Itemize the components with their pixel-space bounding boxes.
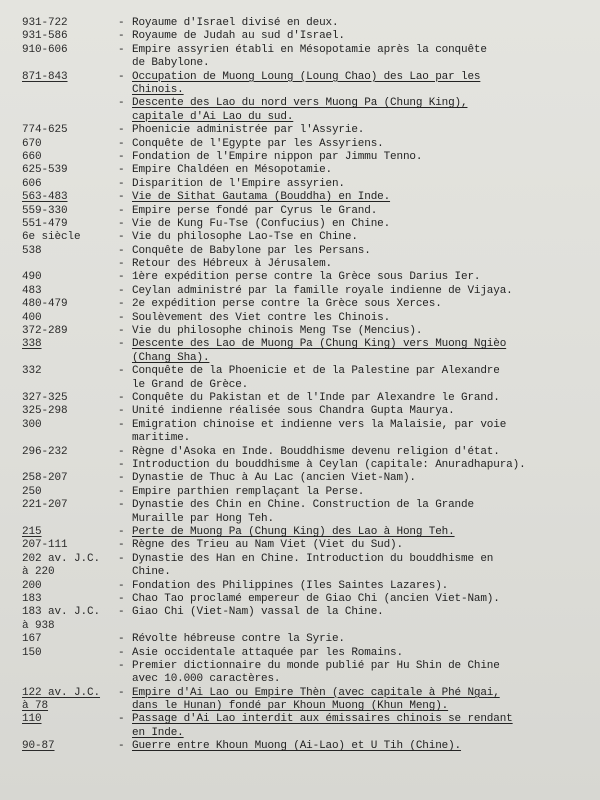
event-line: Guerre entre Khoun Muong (Ai-Lao) et U Tih (Chine). (132, 740, 462, 753)
entry-date (22, 606, 118, 633)
entry-event (118, 97, 538, 124)
entry-date (22, 138, 118, 151)
timeline-entry (22, 580, 582, 593)
entry-event (118, 687, 538, 714)
date-line: 207-111 (22, 539, 68, 552)
entry-date (22, 205, 118, 218)
event-line: 2e expédition perse contre la Grèce sous Xerces. (132, 298, 442, 311)
event-line: Asie occidentale attaquée par les Romains. (132, 646, 403, 659)
dash-bullet: - (118, 740, 125, 753)
timeline-entry (22, 245, 582, 258)
timeline-entry (22, 191, 582, 204)
event-line: Chinois. (132, 83, 184, 96)
event-line: Dynastie des Han en Chine. Introduction du bouddhisme en (132, 552, 494, 565)
event-line: Vie du philosophe chinois Meng Tse (Mencius). (132, 325, 423, 338)
timeline-entry (22, 218, 582, 231)
event-line: Dynastie des Chin en Chine. Construction de la Grande (132, 499, 474, 512)
event-line: Ceylan administré par la famille royale indienne de Vijaya. (132, 284, 513, 297)
dash-bullet: - (118, 458, 125, 471)
entry-event (118, 459, 538, 472)
entry-event (118, 365, 538, 392)
timeline-entry (22, 553, 582, 580)
timeline-entry (22, 365, 582, 392)
timeline-entry (22, 687, 582, 714)
entry-event (118, 164, 538, 177)
date-line: 931-586 (22, 30, 68, 43)
dash-bullet: - (118, 646, 125, 659)
dash-bullet: - (118, 525, 125, 538)
entry-date (22, 178, 118, 191)
timeline-entry (22, 151, 582, 164)
entry-date (22, 164, 118, 177)
entry-event (118, 178, 538, 191)
dash-bullet: - (118, 472, 125, 485)
entry-date (22, 539, 118, 552)
entry-event (118, 245, 538, 258)
entry-event (118, 647, 538, 660)
dash-bullet: - (118, 539, 125, 552)
timeline-entry (22, 164, 582, 177)
entry-date (22, 486, 118, 499)
date-line: 300 (22, 418, 42, 431)
entry-event (118, 472, 538, 485)
dash-bullet: - (118, 70, 125, 83)
event-line: Vie de Kung Fu-Tse (Confucius) en Chine. (132, 217, 391, 230)
timeline-entry (22, 97, 582, 124)
event-line: Passage d'Ai Lao interdit aux émissaires chinois se rendant (132, 713, 513, 726)
timeline-entry (22, 338, 582, 365)
timeline-entry (22, 30, 582, 43)
date-line: 480-479 (22, 298, 68, 311)
event-line: Révolte hébreuse contre la Syrie. (132, 633, 345, 646)
entry-event (118, 713, 538, 740)
timeline-entry (22, 124, 582, 137)
event-line: Conquête du Pakistan et de l'Inde par Alexandre le Grand. (132, 392, 500, 405)
entry-date (22, 419, 118, 432)
event-line: Conquête de l'Egypte par les Assyriens. (132, 137, 384, 150)
timeline-entry (22, 312, 582, 325)
entry-date (22, 647, 118, 660)
event-line: Conquête de la Phoenicie et de la Palestine par Alexandre (132, 365, 500, 378)
timeline-entry (22, 325, 582, 338)
entry-date (22, 633, 118, 646)
event-line: Vie de Sithat Gautama (Bouddha) en Inde. (132, 191, 391, 204)
date-line: 910-606 (22, 43, 68, 56)
dash-bullet: - (118, 659, 125, 672)
date-line: à 938 (22, 619, 55, 632)
event-line: Fondation de l'Empire nippon par Jimmu Tenno. (132, 150, 423, 163)
entry-event (118, 392, 538, 405)
event-line: maritime. (132, 432, 191, 445)
date-line: 670 (22, 137, 42, 150)
entry-date (22, 312, 118, 325)
timeline-entry (22, 405, 582, 418)
entry-date (22, 124, 118, 137)
dash-bullet: - (118, 284, 125, 297)
entry-date (22, 687, 118, 714)
date-line: 258-207 (22, 472, 68, 485)
entry-event (118, 30, 538, 43)
dash-bullet: - (118, 124, 125, 137)
entry-event (118, 446, 538, 459)
entry-date (22, 338, 118, 351)
entry-event (118, 17, 538, 30)
event-line: 1ère expédition perse contre la Grèce sous Darius Ier. (132, 271, 481, 284)
timeline-entry (22, 44, 582, 71)
timeline-entry (22, 606, 582, 633)
entry-event (118, 258, 538, 271)
date-line: 871-843 (22, 70, 68, 83)
entry-event (118, 740, 538, 753)
dash-bullet: - (118, 499, 125, 512)
entry-date (22, 365, 118, 378)
date-line: 215 (22, 525, 42, 538)
entry-event (118, 539, 538, 552)
event-line: avec 10.000 caractères. (132, 673, 281, 686)
date-line: 660 (22, 150, 42, 163)
date-line: 327-325 (22, 392, 68, 405)
event-line: Empire perse fondé par Cyrus le Grand. (132, 204, 378, 217)
entry-date (22, 298, 118, 311)
dash-bullet: - (118, 686, 125, 699)
date-line: 338 (22, 338, 42, 351)
date-line: 332 (22, 365, 42, 378)
entry-event (118, 553, 538, 580)
date-line: 559-330 (22, 204, 68, 217)
timeline-entry (22, 633, 582, 646)
timeline-entry (22, 740, 582, 753)
entry-date (22, 392, 118, 405)
entry-event (118, 526, 538, 539)
dash-bullet: - (118, 97, 125, 110)
event-line: (Chang Sha). (132, 351, 210, 364)
event-line: Chao Tao proclamé empereur de Giao Chi (ancien Viet-Nam). (132, 592, 500, 605)
event-line: Perte de Muong Pa (Chung King) des Lao à Hong Teh. (132, 525, 455, 538)
entry-event (118, 593, 538, 606)
event-line: dans le Hunan) fondé par Khoun Muong (Khun Meng). (132, 700, 449, 713)
entry-date (22, 593, 118, 606)
timeline-entry (22, 472, 582, 485)
timeline-entry (22, 593, 582, 606)
date-line: 183 (22, 592, 42, 605)
timeline-entry (22, 205, 582, 218)
event-line: Descente des Lao de Muong Pa (Chung King) vers Muong Ngièo (132, 338, 507, 351)
event-line: Occupation de Muong Loung (Loung Chao) des Lao par les (132, 70, 481, 83)
dash-bullet: - (118, 43, 125, 56)
entry-date (22, 151, 118, 164)
timeline-entry (22, 298, 582, 311)
date-line: 202 av. J.C. (22, 552, 101, 565)
dash-bullet: - (118, 231, 125, 244)
dash-bullet: - (118, 298, 125, 311)
date-line: 221-207 (22, 499, 68, 512)
entry-date (22, 472, 118, 485)
date-line: 183 av. J.C. (22, 606, 101, 619)
date-line: 606 (22, 177, 42, 190)
entry-date (22, 285, 118, 298)
event-line: Soulèvement des Viet contre les Chinois. (132, 311, 391, 324)
timeline-entry (22, 71, 582, 98)
entry-date (22, 446, 118, 459)
entry-date (22, 271, 118, 284)
date-line: 563-483 (22, 191, 68, 204)
event-line: Introduction du bouddhisme à Ceylan (capitale: Anuradhapura). (132, 458, 526, 471)
entry-date (22, 44, 118, 57)
event-line: Vie du philosophe Lao-Tse en Chine. (132, 231, 358, 244)
event-line: Empire parthien remplaçant la Perse. (132, 485, 365, 498)
entry-event (118, 419, 538, 446)
date-line: à 220 (22, 566, 55, 579)
date-line: 90-87 (22, 740, 55, 753)
dash-bullet: - (118, 633, 125, 646)
timeline-entry (22, 446, 582, 459)
event-line: de Babylone. (132, 57, 210, 70)
timeline-entry (22, 285, 582, 298)
dash-bullet: - (118, 191, 125, 204)
entry-event (118, 124, 538, 137)
entry-event (118, 325, 538, 338)
entry-event (118, 633, 538, 646)
date-line: 625-539 (22, 164, 68, 177)
entry-event (118, 660, 538, 687)
entry-event (118, 231, 538, 244)
dash-bullet: - (118, 164, 125, 177)
event-line: capitale d'Ai Lao du sud. (132, 110, 294, 123)
entry-event (118, 191, 538, 204)
date-line: 538 (22, 244, 42, 257)
event-line: Règne des Trieu au Nam Viet (Viet du Sud). (132, 539, 403, 552)
date-line: 110 (22, 713, 42, 726)
entry-event (118, 499, 538, 526)
event-line: Premier dictionnaire du monde publié par Hu Shin de Chine (132, 659, 500, 672)
event-line: Descente des Lao du nord vers Muong Pa (Chung King), (132, 97, 468, 110)
date-line: 400 (22, 311, 42, 324)
date-line: 490 (22, 271, 42, 284)
event-line: Empire d'Ai Lao ou Empire Thèn (avec capitale à Phé Ngai, (132, 686, 500, 699)
dash-bullet: - (118, 311, 125, 324)
entry-date (22, 30, 118, 43)
dash-bullet: - (118, 405, 125, 418)
date-line: 6e siècle (22, 231, 81, 244)
entry-date (22, 17, 118, 30)
dash-bullet: - (118, 177, 125, 190)
entry-date (22, 245, 118, 258)
event-line: Disparition de l'Empire assyrien. (132, 177, 345, 190)
event-line: Dynastie de Thuc à Au Lac (ancien Viet-Nam). (132, 472, 416, 485)
entry-date (22, 740, 118, 753)
event-line: le Grand de Grèce. (132, 378, 249, 391)
timeline-entry (22, 647, 582, 660)
dash-bullet: - (118, 445, 125, 458)
timeline-entry (22, 138, 582, 151)
dash-bullet: - (118, 713, 125, 726)
dash-bullet: - (118, 271, 125, 284)
timeline-entry (22, 459, 582, 472)
date-line: 931-722 (22, 17, 68, 29)
timeline-entry (22, 486, 582, 499)
event-line: Empire Chaldéen en Mésopotamie. (132, 164, 332, 177)
timeline-entry (22, 499, 582, 526)
event-line: Royaume d'Israel divisé en deux. (132, 17, 339, 29)
entry-date (22, 191, 118, 204)
entry-event (118, 338, 538, 365)
entry-event (118, 486, 538, 499)
timeline-entry (22, 392, 582, 405)
date-line: 122 av. J.C. (22, 686, 101, 699)
entry-date (22, 325, 118, 338)
entry-event (118, 285, 538, 298)
dash-bullet: - (118, 137, 125, 150)
event-line: Empire assyrien établi en Mésopotamie après la conquête (132, 43, 487, 56)
event-line: Unité indienne réalisée sous Chandra Gupta Maurya. (132, 405, 455, 418)
timeline-entry (22, 419, 582, 446)
dash-bullet: - (118, 579, 125, 592)
event-line: Muraille par Hong Teh. (132, 512, 274, 525)
entry-event (118, 218, 538, 231)
dash-bullet: - (118, 204, 125, 217)
entry-event (118, 405, 538, 418)
entry-event (118, 298, 538, 311)
dash-bullet: - (118, 150, 125, 163)
entry-event (118, 44, 538, 71)
chronology-list (22, 17, 582, 754)
dash-bullet: - (118, 244, 125, 257)
entry-date (22, 713, 118, 726)
dash-bullet: - (118, 338, 125, 351)
date-line: 551-479 (22, 217, 68, 230)
date-line: 296-232 (22, 445, 68, 458)
dash-bullet: - (118, 418, 125, 431)
entry-date (22, 231, 118, 244)
date-line: 325-298 (22, 405, 68, 418)
entry-event (118, 71, 538, 98)
entry-event (118, 312, 538, 325)
entry-event (118, 580, 538, 593)
dash-bullet: - (118, 258, 125, 271)
entry-date (22, 405, 118, 418)
date-line: 483 (22, 284, 42, 297)
entry-date (22, 580, 118, 593)
dash-bullet: - (118, 552, 125, 565)
entry-event (118, 271, 538, 284)
event-line: Retour des Hébreux à Jérusalem. (132, 258, 332, 271)
event-line: Règne d'Asoka en Inde. Bouddhisme devenu religion d'état. (132, 445, 500, 458)
date-line: 167 (22, 633, 42, 646)
timeline-entry (22, 539, 582, 552)
entry-date (22, 553, 118, 580)
entry-date (22, 526, 118, 539)
dash-bullet: - (118, 592, 125, 605)
entry-date (22, 218, 118, 231)
dash-bullet: - (118, 325, 125, 338)
entry-event (118, 205, 538, 218)
dash-bullet: - (118, 365, 125, 378)
timeline-entry (22, 178, 582, 191)
timeline-entry (22, 271, 582, 284)
entry-date (22, 499, 118, 512)
date-line: 774-625 (22, 124, 68, 137)
event-line: Conquête de Babylone par les Persans. (132, 244, 371, 257)
event-line: en Inde. (132, 726, 184, 739)
event-line: Emigration chinoise et indienne vers la Malaisie, par voie (132, 418, 507, 431)
event-line: Fondation des Philippines (Iles Saintes Lazares). (132, 579, 449, 592)
event-line: Giao Chi (Viet-Nam) vassal de la Chine. (132, 606, 384, 619)
timeline-entry (22, 713, 582, 740)
timeline-entry (22, 660, 582, 687)
dash-bullet: - (118, 392, 125, 405)
timeline-entry (22, 231, 582, 244)
dash-bullet: - (118, 17, 125, 29)
timeline-entry (22, 526, 582, 539)
timeline-entry (22, 17, 582, 30)
entry-event (118, 606, 538, 619)
dash-bullet: - (118, 485, 125, 498)
event-line: Chine. (132, 566, 171, 579)
entry-date (22, 71, 118, 84)
dash-bullet: - (118, 217, 125, 230)
date-line: 372-289 (22, 325, 68, 338)
entry-event (118, 151, 538, 164)
date-line: à 78 (22, 700, 49, 713)
dash-bullet: - (118, 606, 125, 619)
date-line: 250 (22, 485, 42, 498)
date-line: 150 (22, 646, 42, 659)
timeline-entry (22, 258, 582, 271)
event-line: Royaume de Judah au sud d'Israel. (132, 30, 345, 43)
entry-event (118, 138, 538, 151)
date-line: 200 (22, 579, 42, 592)
dash-bullet: - (118, 30, 125, 43)
event-line: Phoenicie administrée par l'Assyrie. (132, 124, 365, 137)
